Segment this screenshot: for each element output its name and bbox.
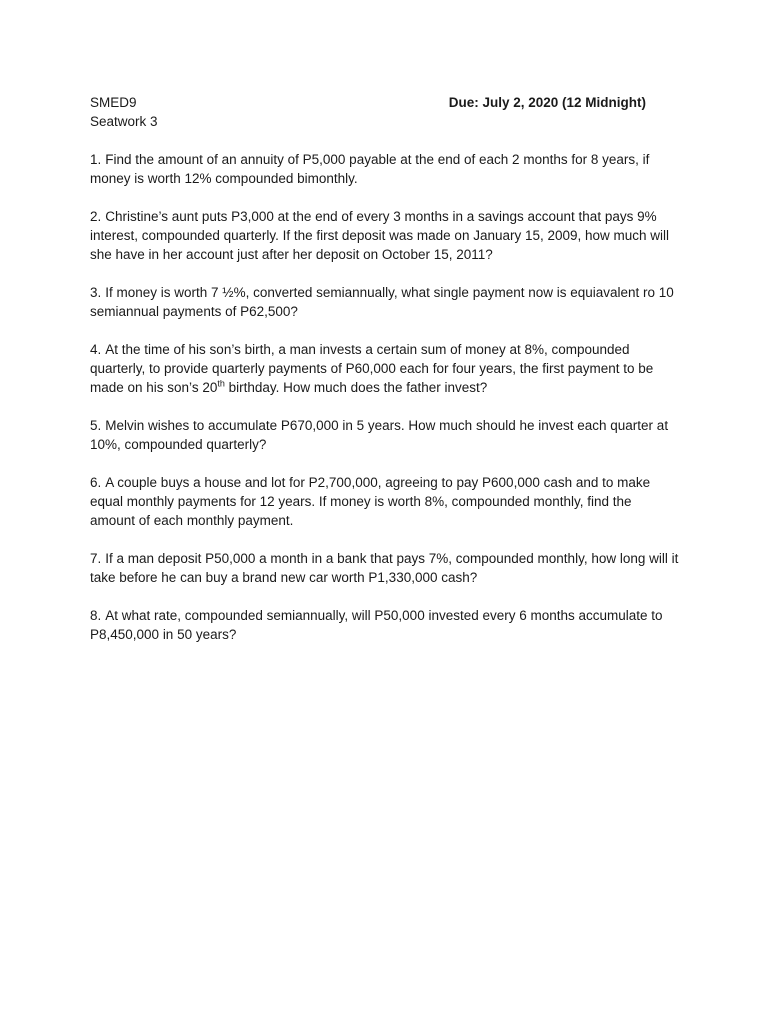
- question-text: Find the amount of an annuity of P5,000 payable at the end of each 2 months for 8 years, if money is worth 12% compounded bimonthly.: [90, 152, 650, 186]
- header-row: [90, 93, 688, 112]
- question-number: 5.: [90, 418, 102, 433]
- due-date: Due: July 2, 2020 (12 Midnight): [448, 95, 646, 110]
- question-list: [90, 150, 688, 644]
- ordinal-suffix: th: [217, 378, 225, 389]
- question-text: Christine’s aunt puts P3,000 at the end of every 3 months in a savings account that pays 9% interest, compounded quarterly. If the first deposit was made on January 15, 2009, how much will she have in her account just after her deposit on October 15, 2011?: [90, 209, 670, 262]
- question-text: Melvin wishes to accumulate P670,000 in 5 years. How much should he invest each quarter at 10%, compounded quarterly?: [90, 418, 669, 452]
- question-5: [90, 416, 680, 454]
- question-2: [90, 207, 680, 264]
- question-1: [90, 150, 680, 188]
- question-text-end: birthday. How much does the father invest?: [224, 380, 488, 395]
- question-7: [90, 549, 680, 587]
- question-8: [90, 606, 680, 644]
- question-number: 2.: [90, 209, 102, 224]
- question-text: At what rate, compounded semiannually, will P50,000 invested every 6 months accumulate to P8,450,000 in 50 years?: [90, 608, 663, 642]
- question-number: 3.: [90, 285, 102, 300]
- course-code: SMED9: [90, 95, 137, 110]
- question-text: A couple buys a house and lot for P2,700,000, agreeing to pay P600,000 cash and to make equal monthly payments for 12 years. If money is worth 8%, compounded monthly, find the amount of each monthly payment.: [90, 475, 651, 528]
- page-title: Seatwork 3: [90, 114, 158, 129]
- question-6: [90, 473, 680, 530]
- question-number: 7.: [90, 551, 102, 566]
- question-text: If a man deposit P50,000 a month in a bank that pays 7%, compounded monthly, how long will it take before he can buy a brand new car worth P1,330,000 cash?: [90, 551, 679, 585]
- question-3: [90, 283, 680, 321]
- question-4: [90, 340, 680, 397]
- question-number: 8.: [90, 608, 102, 623]
- question-number: 4.: [90, 342, 102, 357]
- question-number: 6.: [90, 475, 102, 490]
- question-number: 1.: [90, 152, 102, 167]
- question-text: If money is worth 7 ½%, converted semiannually, what single payment now is equiavalent ro 10 semiannual payments of P62,500?: [90, 285, 674, 319]
- question-text: At the time of his son’s birth, a man invests a certain sum of money at 8%, compounded quarterly, to provide quarterly payments of P60,000 each for four years, the first payment to be made on his son’s 20: [90, 342, 654, 395]
